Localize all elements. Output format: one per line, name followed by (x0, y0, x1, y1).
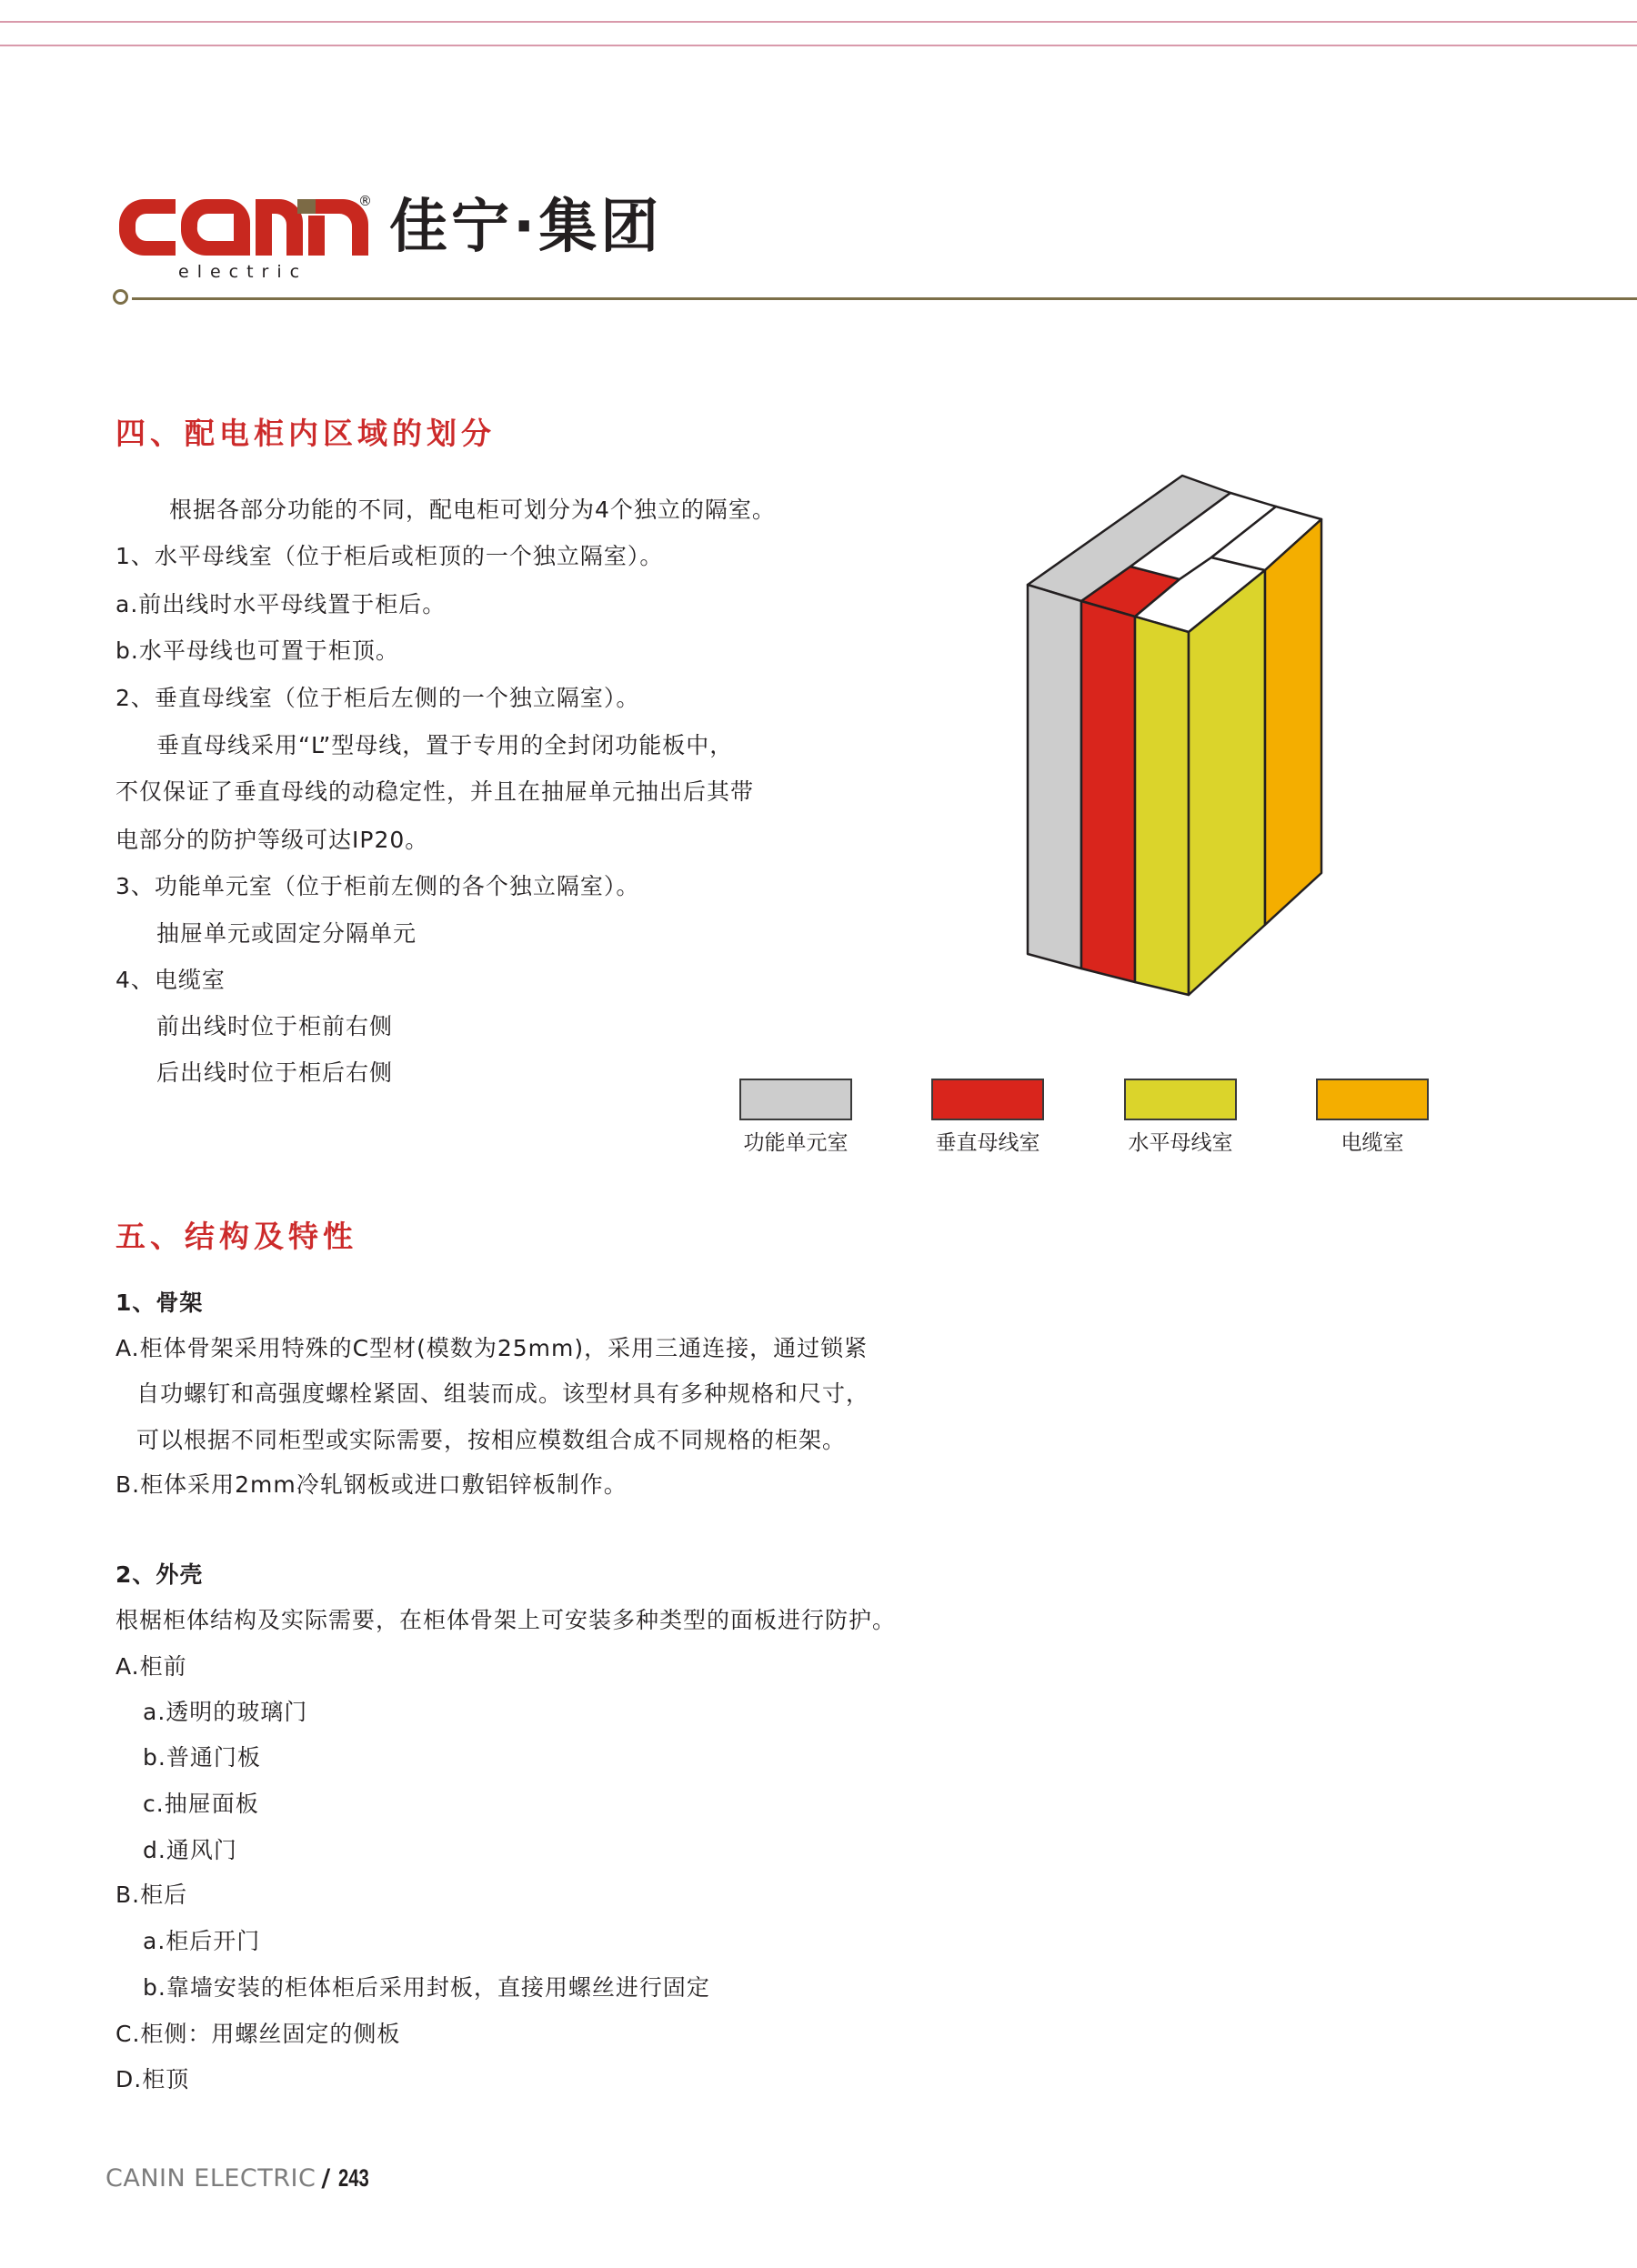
section-5-line: b.普通门板 (143, 1744, 261, 1771)
section-5-line: 可以根据不同柜型或实际需要，按相应模数组合成不同规格的柜架。 (136, 1427, 847, 1453)
footer-brand: CANIN ELECTRIC (105, 2164, 316, 2193)
logo-subtitle: electric (178, 262, 308, 282)
section-5-line: A.柜体骨架采用特殊的C型材(模数为25mm)，采用三通连接，通过锁紧 (115, 1335, 869, 1361)
legend-swatch-horizontal-busbar (1124, 1079, 1237, 1120)
section-4-line: a.前出线时水平母线置于柜后。 (115, 591, 447, 617)
legend-swatch-functional-unit (739, 1079, 852, 1120)
section-4-line: 3、功能单元室（位于柜前左侧的各个独立隔室）。 (115, 873, 640, 899)
section-5-line: a.柜后开门 (143, 1928, 261, 1954)
section-5-line: d.通风门 (143, 1837, 237, 1863)
section-4-line: b.水平母线也可置于柜顶。 (115, 637, 399, 664)
cabinet-compartment-diagram (0, 0, 1637, 1091)
section-4-line: 电部分的防护等级可达IP20。 (115, 827, 429, 853)
section-4-line: 1、水平母线室（位于柜后或柜顶的一个独立隔室）。 (115, 543, 664, 569)
section-4-line: 垂直母线采用“L”型母线，置于专用的全封闭功能板中， (156, 732, 734, 758)
legend-swatch-vertical-busbar (931, 1079, 1044, 1120)
section-5-line: C.柜侧：用螺丝固定的侧板 (115, 2021, 401, 2047)
company-name-chinese: 佳宁·集团 (389, 194, 663, 261)
section-5-line: A.柜前 (115, 1653, 187, 1680)
section-5-line: b.靠墙安装的柜体柜后采用封板，直接用螺丝进行固定 (143, 1974, 710, 2001)
section-5-line: 自功螺钉和高强度螺栓紧固、组装而成。该型材具有多种规格和尺寸， (136, 1380, 870, 1407)
section-4-line: 前出线时位于柜前右侧 (156, 1013, 394, 1039)
section-4-line: 不仅保证了垂直母线的动稳定性，并且在抽屉单元抽出后其带 (115, 778, 755, 805)
section-4-heading: 四、配电柜内区域的划分 (115, 416, 496, 451)
footer-separator: / (321, 2164, 331, 2193)
section-4-line: 4、电缆室 (115, 967, 226, 993)
section-4-line: 2、垂直母线室（位于柜后左侧的一个独立隔室）。 (115, 685, 640, 711)
legend-label: 功能单元室 (743, 1131, 849, 1155)
page-number: 243 (337, 2164, 369, 2192)
legend-label: 电缆室 (1341, 1131, 1404, 1155)
section-5-line: a.透明的玻璃门 (143, 1699, 308, 1725)
subsection-shell-title: 2、外壳 (115, 1561, 204, 1588)
legend-label: 水平母线室 (1128, 1131, 1233, 1155)
page-footer (105, 2163, 379, 2194)
legend-swatch-cable-room (1316, 1079, 1429, 1120)
section-5-heading: 五、结构及特性 (115, 1219, 357, 1254)
subsection-frame-title: 1、骨架 (115, 1290, 204, 1316)
section-5-line: B.柜体采用2mm冷轧钢板或进口敷铝锌板制作。 (115, 1471, 628, 1498)
legend-label: 垂直母线室 (935, 1131, 1040, 1155)
section-5-line: 根椐柜体结构及实际需要，在柜体骨架上可安装多种类型的面板进行防护。 (115, 1607, 897, 1633)
section-5-line: c.抽屉面板 (143, 1791, 259, 1817)
registered-mark: ® (358, 193, 372, 209)
section-5-line: B.柜后 (115, 1882, 188, 1908)
section-4-line: 后出线时位于柜后右侧 (156, 1059, 394, 1086)
section-4-intro: 根据各部分功能的不同，配电柜可划分为4个独立的隔室。 (169, 497, 776, 523)
section-5-line: D.柜顶 (115, 2066, 190, 2092)
section-4-line: 抽屉单元或固定分隔单元 (156, 920, 417, 947)
